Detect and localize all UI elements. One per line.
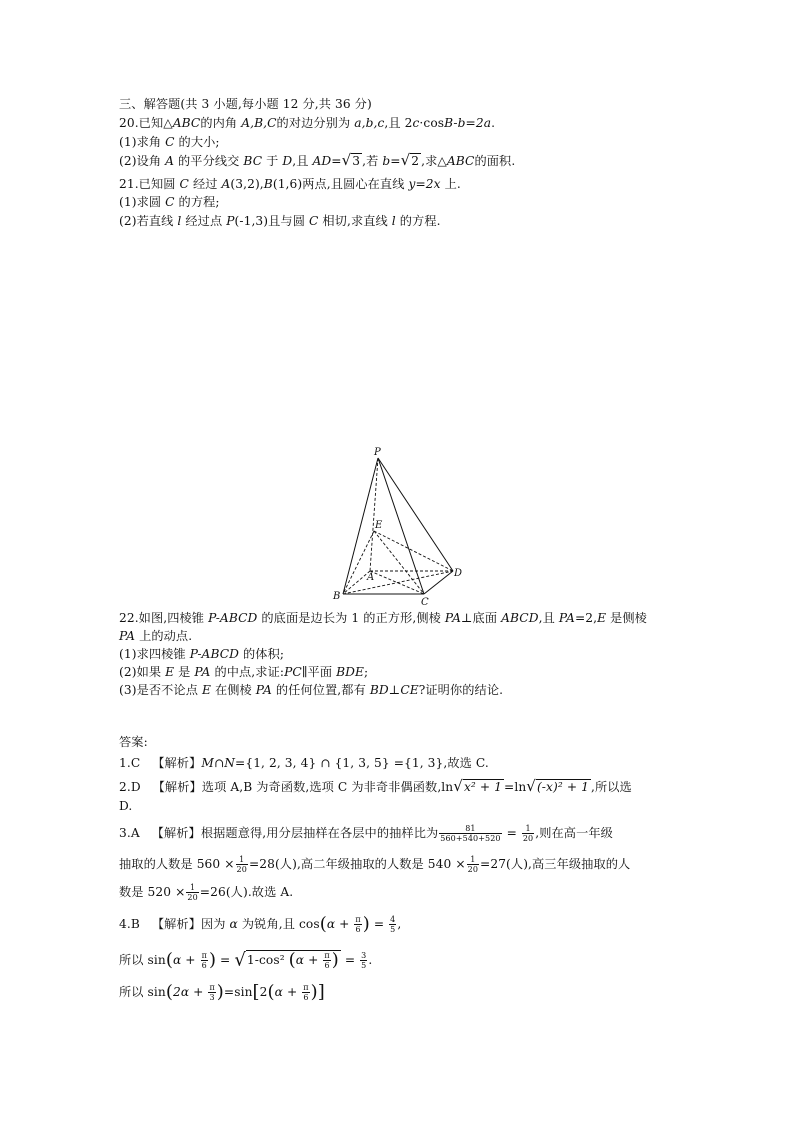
fraction-pi-6d: $\frac{\pi}{6}$	[303, 983, 309, 1002]
label-C: C	[421, 597, 429, 608]
answer-3-line3: 数是 520 × $\frac{1}{20}$ =26(人).故选 A.	[119, 883, 294, 902]
label-P: P	[374, 447, 381, 458]
fraction-ratio: $\frac{1}{20}$	[522, 824, 534, 843]
fraction-sampling: $\frac{81}{560+540+520}$	[440, 824, 501, 843]
sqrt-negx2-plus-1: (-x)² + 1	[536, 780, 589, 794]
fraction-pi-6c: $\frac{\pi}{6}$	[324, 951, 330, 970]
section-heading: 三、解答题(共 3 小题,每小题 12 分,共 36 分)	[119, 97, 372, 111]
q20-part2: (2)设角 A 的平分线交 BC 于 D,且 AD=√3 ,若 b=√2 ,求△ABC的面积.	[119, 151, 516, 169]
label-B: B	[333, 591, 341, 602]
answer-3-line2: 抽取的人数是 560 × $\frac{1}{20}$ =28(人),高二年级抽取的人数是 540 × $\frac{1}{20}$ =27(人),高三年级抽取的人	[119, 855, 631, 874]
answer-2: 2.D 【解析】选项 A,B 为奇函数,选项 C 为非奇非偶函数,ln√x² + 1 =ln√(-x)² + 1 ,所以选	[119, 777, 632, 795]
q22-stem-line1: 22.如图,四棱锥 P-ABCD 的底面是边长为 1 的正方形,侧棱 PA⊥底面 ABCD,且 PA=2,E 是侧棱	[119, 611, 647, 625]
label-E: E	[375, 520, 383, 531]
answer-4-line1: 4.B 【解析】因为 α 为锐角,且 cos(α + $\frac{\pi}{6}$ ) = $\frac{4}{5}$ ,	[119, 913, 402, 935]
q22-stem-line2: PA 上的动点.	[119, 629, 193, 643]
sqrt-1-cos2: 1-cos² (α + $\frac{\pi}{6}$ )	[246, 949, 339, 971]
answer-2-cont: D.	[119, 799, 133, 813]
q21-part2: (2)若直线 l 经过点 P(-1,3)且与圆 C 相切,求直线 l 的方程.	[119, 214, 441, 228]
sqrt-x2-plus-1: x² + 1	[463, 780, 503, 794]
edge-EB	[343, 531, 374, 594]
sqrt2: 2	[411, 154, 420, 168]
answer-4-line3: 所以 sin(2α + $\frac{\pi}{3}$ )=sin[2(α + $\frac{\pi}{6}$ )]	[119, 981, 325, 1003]
label-D: D	[454, 568, 463, 579]
fraction-pi-6b: $\frac{\pi}{6}$	[201, 951, 207, 970]
fraction-1-20: $\frac{1}{20}$	[236, 855, 247, 874]
q22-part2: (2)如果 E 是 PA 的中点,求证:PC∥平面 BDE;	[119, 665, 369, 679]
sqrt3: 3	[352, 154, 361, 168]
edge-ED	[374, 531, 453, 571]
answer-4-line2: 所以 sin(α + $\frac{\pi}{6}$ ) = √1-cos² (α + $\frac{\pi}{6}$ ) = $\frac{3}{5}$ .	[119, 949, 373, 971]
fraction-3-5: $\frac{3}{5}$	[361, 951, 367, 970]
edge-PC	[378, 458, 424, 594]
answers-title: 答案:	[119, 735, 148, 749]
fraction-pi-3: $\frac{\pi}{3}$	[209, 983, 215, 1002]
q21-part1: (1)求圆 C 的方程;	[119, 195, 220, 209]
fraction-pi-6: $\frac{\pi}{6}$	[355, 915, 361, 934]
edge-AB	[343, 571, 370, 594]
label-A: A	[367, 572, 375, 583]
answer-1: 1.C 【解析】M∩N={1, 2, 3, 4} ∩ {1, 3, 5} ={1, 3},故选 C.	[119, 756, 489, 770]
fraction-1-20b: $\frac{1}{20}$	[467, 855, 479, 874]
edge-EC	[374, 531, 424, 594]
pyramid-figure	[330, 444, 470, 610]
q20-part1: (1)求角 C 的大小;	[119, 135, 220, 149]
answer-3-line1: 3.A 【解析】根据题意得,用分层抽样在各层中的抽样比为 $\frac{81}{560+540+520}$ = $\frac{1}{20}$ ,则在高一年级	[119, 824, 613, 843]
q22-part1: (1)求四棱锥 P-ABCD 的体积;	[119, 647, 285, 661]
fraction-4-5: $\frac{4}{5}$	[390, 915, 396, 934]
q21-stem: 21.已知圆 C 经过 A(3,2),B(1,6)两点,且圆心在直线 y=2x 上.	[119, 177, 461, 191]
q20-stem: 20.已知△ABC的内角 A,B,C的对边分别为 a,b,c,且 2c·cosB-b=2a.	[119, 116, 496, 130]
q22-part3: (3)是否不论点 E 在侧棱 PA 的任何位置,都有 BD⊥CE?证明你的结论.	[119, 683, 504, 697]
edge-PD	[378, 458, 453, 571]
fraction-1-20c: $\frac{1}{20}$	[187, 883, 198, 902]
